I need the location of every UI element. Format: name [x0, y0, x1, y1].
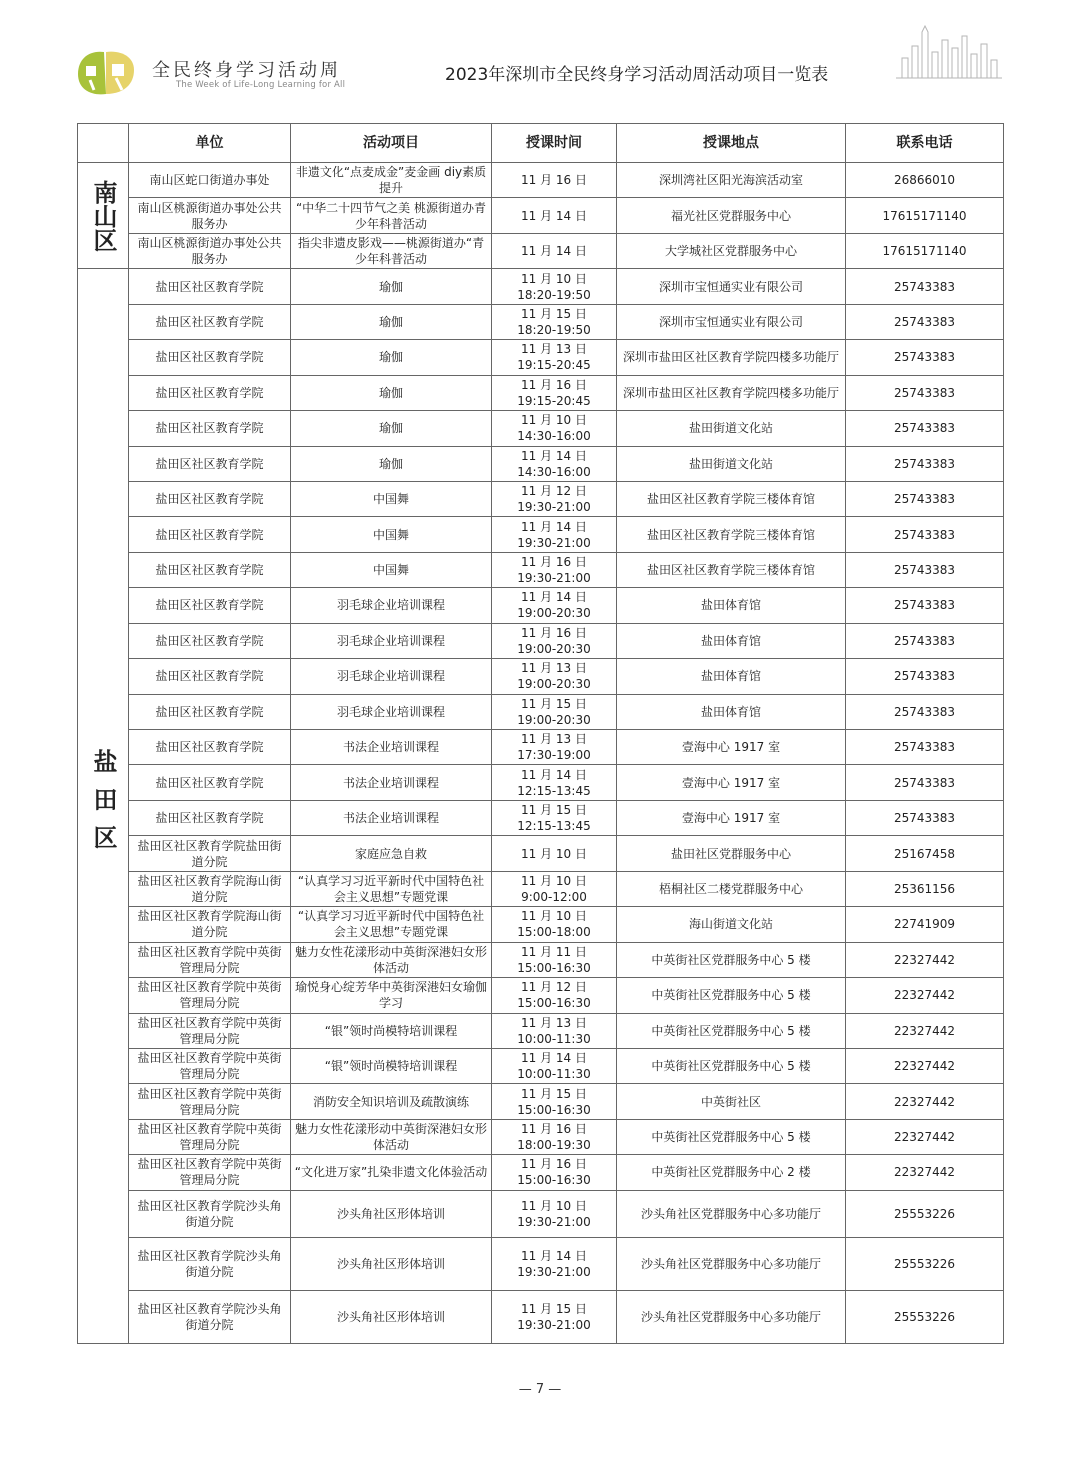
cell-unit: 盐田区社区教育学院中英街管理局分院: [129, 978, 291, 1013]
cell-time: 11 月 10 日 18:20-19:50: [492, 269, 617, 304]
cell-location: 福光社区党群服务中心: [617, 198, 846, 233]
cell-phone: 25743383: [846, 340, 1004, 375]
cell-time: 11 月 16 日 15:00-16:30: [492, 1155, 617, 1190]
cell-time: 11 月 14 日 19:30-21:00: [492, 1237, 617, 1290]
table-row: [78, 1048, 1004, 1083]
cell-time: 11 月 15 日 18:20-19:50: [492, 304, 617, 339]
cell-unit: 盐田区社区教育学院中英街管理局分院: [129, 1084, 291, 1119]
cell-unit: 盐田区社区教育学院海山街道分院: [129, 871, 291, 906]
table-row: [78, 1013, 1004, 1048]
table-row: [78, 623, 1004, 658]
cell-unit: 盐田区社区教育学院: [129, 375, 291, 410]
cell-time: 11 月 14 日 10:00-11:30: [492, 1048, 617, 1083]
cell-phone: 25743383: [846, 481, 1004, 516]
cell-activity: 瑜悦身心绽芳华中英街深港妇女瑜伽学习: [291, 978, 492, 1013]
cell-time: 11 月 13 日 17:30-19:00: [492, 730, 617, 765]
cell-time: 11 月 16 日 19:00-20:30: [492, 623, 617, 658]
cell-activity: 沙头角社区形体培训: [291, 1190, 492, 1237]
city-skyline-icon: [894, 22, 1004, 80]
cell-time: 11 月 15 日 12:15-13:45: [492, 800, 617, 835]
table-row: [78, 1190, 1004, 1237]
cell-unit: 盐田区社区教育学院: [129, 694, 291, 729]
cell-location: 盐田区社区教育学院三楼体育馆: [617, 481, 846, 516]
cell-time: 11 月 16 日 19:15-20:45: [492, 375, 617, 410]
cell-phone: 25743383: [846, 411, 1004, 446]
cell-unit: 盐田区社区教育学院: [129, 659, 291, 694]
cell-activity: 指尖非遗皮影戏——桃源街道办“青少年科普活动: [291, 233, 492, 268]
cell-time: 11 月 12 日 19:30-21:00: [492, 481, 617, 516]
cell-location: 盐田社区党群服务中心: [617, 836, 846, 871]
table-row: [78, 481, 1004, 516]
cell-time: 11 月 14 日 14:30-16:00: [492, 446, 617, 481]
cell-activity: 羽毛球企业培训课程: [291, 659, 492, 694]
cell-activity: 瑜伽: [291, 411, 492, 446]
table-row: [78, 871, 1004, 906]
cell-phone: 25743383: [846, 800, 1004, 835]
cell-activity: 羽毛球企业培训课程: [291, 694, 492, 729]
cell-activity: 中国舞: [291, 481, 492, 516]
cell-time: 11 月 10 日 14:30-16:00: [492, 411, 617, 446]
cell-location: 盐田区社区教育学院三楼体育馆: [617, 552, 846, 587]
cell-unit: 盐田区社区教育学院海山街道分院: [129, 907, 291, 942]
cell-location: 壹海中心 1917 室: [617, 800, 846, 835]
cell-location: 沙头角社区党群服务中心多功能厅: [617, 1190, 846, 1237]
cell-activity: 羽毛球企业培训课程: [291, 623, 492, 658]
page-header: [0, 0, 1080, 110]
cell-location: 盐田街道文化站: [617, 446, 846, 481]
cell-phone: 25743383: [846, 659, 1004, 694]
cell-phone: 25743383: [846, 730, 1004, 765]
cell-location: 盐田体育馆: [617, 659, 846, 694]
table-header-row: [78, 124, 1004, 163]
cell-activity: 书法企业培训课程: [291, 800, 492, 835]
cell-phone: 22327442: [846, 942, 1004, 977]
table-row: [78, 446, 1004, 481]
column-header-phone: 联系电话: [846, 124, 1004, 163]
table-row: [78, 694, 1004, 729]
cell-time: 11 月 11 日 15:00-16:30: [492, 942, 617, 977]
district-label: 南山区: [78, 163, 129, 269]
table-row: [78, 1290, 1004, 1343]
cell-phone: 17615171140: [846, 198, 1004, 233]
cell-phone: 26866010: [846, 163, 1004, 198]
table-row: [78, 411, 1004, 446]
cell-activity: 中国舞: [291, 517, 492, 552]
cell-location: 中英街社区党群服务中心 2 楼: [617, 1155, 846, 1190]
cell-unit: 盐田区社区教育学院沙头角街道分院: [129, 1190, 291, 1237]
cell-unit: 盐田区社区教育学院沙头角街道分院: [129, 1237, 291, 1290]
cell-unit: 盐田区社区教育学院中英街管理局分院: [129, 942, 291, 977]
cell-location: 中英街社区党群服务中心 5 楼: [617, 1013, 846, 1048]
cell-activity: “银”领时尚模特培训课程: [291, 1013, 492, 1048]
cell-location: 沙头角社区党群服务中心多功能厅: [617, 1290, 846, 1343]
cell-time: 11 月 14 日 12:15-13:45: [492, 765, 617, 800]
cell-time: 11 月 16 日: [492, 163, 617, 198]
cell-unit: 南山区桃源街道办事处公共服务办: [129, 233, 291, 268]
cell-unit: 盐田区社区教育学院: [129, 304, 291, 339]
cell-unit: 盐田区社区教育学院中英街管理局分院: [129, 1048, 291, 1083]
table-row: [78, 552, 1004, 587]
cell-phone: 22327442: [846, 978, 1004, 1013]
cell-phone: 22327442: [846, 1084, 1004, 1119]
table-row: [78, 836, 1004, 871]
lifelong-learning-logo-icon: [76, 48, 138, 100]
brand-chinese-name: 全民终身学习活动周: [152, 60, 341, 81]
cell-location: 中英街社区党群服务中心 5 楼: [617, 942, 846, 977]
cell-activity: 魅力女性花漾形动中英街深港妇女形体活动: [291, 942, 492, 977]
cell-activity: 瑜伽: [291, 375, 492, 410]
cell-unit: 盐田区社区教育学院: [129, 623, 291, 658]
cell-phone: 25553226: [846, 1237, 1004, 1290]
cell-time: 11 月 14 日: [492, 198, 617, 233]
cell-unit: 盐田区社区教育学院中英街管理局分院: [129, 1119, 291, 1154]
cell-location: 盐田体育馆: [617, 623, 846, 658]
table-row: [78, 269, 1004, 304]
cell-activity: 消防安全知识培训及疏散演练: [291, 1084, 492, 1119]
cell-location: 大学城社区党群服务中心: [617, 233, 846, 268]
cell-phone: 25743383: [846, 446, 1004, 481]
table-row: [78, 659, 1004, 694]
document-title: 2023年深圳市全民终身学习活动周活动项目一览表: [445, 65, 829, 85]
cell-phone: 25553226: [846, 1190, 1004, 1237]
cell-phone: 25743383: [846, 375, 1004, 410]
cell-unit: 南山区蛇口街道办事处: [129, 163, 291, 198]
cell-phone: 25743383: [846, 694, 1004, 729]
cell-phone: 25743383: [846, 304, 1004, 339]
cell-activity: 中国舞: [291, 552, 492, 587]
cell-phone: 22327442: [846, 1155, 1004, 1190]
cell-activity: 魅力女性花漾形动中英街深港妇女形体活动: [291, 1119, 492, 1154]
cell-phone: 25743383: [846, 517, 1004, 552]
cell-location: 中英街社区党群服务中心 5 楼: [617, 1119, 846, 1154]
cell-time: 11 月 16 日 18:00-19:30: [492, 1119, 617, 1154]
table-row: [78, 1119, 1004, 1154]
cell-unit: 盐田区社区教育学院: [129, 730, 291, 765]
cell-activity: 瑜伽: [291, 269, 492, 304]
cell-unit: 盐田区社区教育学院: [129, 765, 291, 800]
cell-location: 深圳市宝恒通实业有限公司: [617, 269, 846, 304]
cell-time: 11 月 10 日: [492, 836, 617, 871]
table-row: [78, 304, 1004, 339]
cell-phone: 25743383: [846, 588, 1004, 623]
cell-unit: 盐田区社区教育学院: [129, 481, 291, 516]
cell-time: 11 月 13 日 19:15-20:45: [492, 340, 617, 375]
table-row: [78, 907, 1004, 942]
cell-activity: 家庭应急自救: [291, 836, 492, 871]
cell-location: 沙头角社区党群服务中心多功能厅: [617, 1237, 846, 1290]
table-row: [78, 517, 1004, 552]
cell-phone: 25167458: [846, 836, 1004, 871]
cell-activity: 沙头角社区形体培训: [291, 1237, 492, 1290]
district-header-cell: [78, 124, 129, 163]
cell-unit: 盐田区社区教育学院中英街管理局分院: [129, 1155, 291, 1190]
cell-unit: 盐田区社区教育学院: [129, 517, 291, 552]
cell-location: 盐田体育馆: [617, 588, 846, 623]
column-header-unit: 单位: [129, 124, 291, 163]
table-row: [78, 730, 1004, 765]
cell-phone: 25743383: [846, 765, 1004, 800]
cell-time: 11 月 10 日 9:00-12:00: [492, 871, 617, 906]
cell-unit: 盐田区社区教育学院: [129, 446, 291, 481]
cell-activity: 瑜伽: [291, 340, 492, 375]
cell-phone: 25553226: [846, 1290, 1004, 1343]
cell-time: 11 月 13 日 19:00-20:30: [492, 659, 617, 694]
cell-location: 海山街道文化站: [617, 907, 846, 942]
cell-location: 深圳市盐田区社区教育学院四楼多功能厅: [617, 375, 846, 410]
cell-location: 壹海中心 1917 室: [617, 730, 846, 765]
cell-unit: 盐田区社区教育学院: [129, 588, 291, 623]
cell-location: 壹海中心 1917 室: [617, 765, 846, 800]
cell-time: 11 月 15 日 15:00-16:30: [492, 1084, 617, 1119]
cell-location: 盐田体育馆: [617, 694, 846, 729]
cell-location: 中英街社区党群服务中心 5 楼: [617, 1048, 846, 1083]
cell-location: 中英街社区党群服务中心 5 楼: [617, 978, 846, 1013]
cell-phone: 17615171140: [846, 233, 1004, 268]
cell-activity: 书法企业培训课程: [291, 730, 492, 765]
cell-location: 深圳湾社区阳光海滨活动室: [617, 163, 846, 198]
cell-phone: 22741909: [846, 907, 1004, 942]
district-label: 盐田区: [78, 269, 129, 1343]
cell-activity: “银”领时尚模特培训课程: [291, 1048, 492, 1083]
cell-phone: 22327442: [846, 1048, 1004, 1083]
cell-location: 盐田街道文化站: [617, 411, 846, 446]
table-row: [78, 1237, 1004, 1290]
cell-time: 11 月 10 日 15:00-18:00: [492, 907, 617, 942]
table-row: [78, 163, 1004, 198]
table-row: [78, 375, 1004, 410]
cell-unit: 盐田区社区教育学院: [129, 269, 291, 304]
table-row: [78, 340, 1004, 375]
cell-time: 11 月 15 日 19:00-20:30: [492, 694, 617, 729]
table-row: [78, 800, 1004, 835]
cell-activity: 瑜伽: [291, 304, 492, 339]
cell-unit: 盐田区社区教育学院: [129, 800, 291, 835]
cell-time: 11 月 14 日: [492, 233, 617, 268]
cell-time: 11 月 14 日 19:30-21:00: [492, 517, 617, 552]
cell-time: 11 月 13 日 10:00-11:30: [492, 1013, 617, 1048]
table-row: [78, 1155, 1004, 1190]
table-row: [78, 588, 1004, 623]
column-header-time: 授课时间: [492, 124, 617, 163]
cell-location: 梧桐社区二楼党群服务中心: [617, 871, 846, 906]
column-header-activity: 活动项目: [291, 124, 492, 163]
cell-activity: “文化进万家”扎染非遗文化体验活动: [291, 1155, 492, 1190]
cell-activity: 瑜伽: [291, 446, 492, 481]
column-header-location: 授课地点: [617, 124, 846, 163]
cell-unit: 盐田区社区教育学院沙头角街道分院: [129, 1290, 291, 1343]
table-row: [78, 198, 1004, 233]
cell-activity: 书法企业培训课程: [291, 765, 492, 800]
table-row: [78, 233, 1004, 268]
brand-english-name: The Week of Life-Long Learning for All: [176, 80, 346, 90]
cell-phone: 25743383: [846, 623, 1004, 658]
cell-location: 盐田区社区教育学院三楼体育馆: [617, 517, 846, 552]
cell-unit: 盐田区社区教育学院中英街管理局分院: [129, 1013, 291, 1048]
cell-phone: 25743383: [846, 269, 1004, 304]
cell-time: 11 月 12 日 15:00-16:30: [492, 978, 617, 1013]
cell-unit: 盐田区社区教育学院盐田街道分院: [129, 836, 291, 871]
cell-time: 11 月 10 日 19:30-21:00: [492, 1190, 617, 1237]
cell-unit: 盐田区社区教育学院: [129, 340, 291, 375]
cell-activity: 非遗文化“点麦成金”麦金画 diy素质提升: [291, 163, 492, 198]
cell-phone: 25743383: [846, 552, 1004, 587]
cell-phone: 22327442: [846, 1013, 1004, 1048]
cell-unit: 南山区桃源街道办事处公共服务办: [129, 198, 291, 233]
cell-phone: 22327442: [846, 1119, 1004, 1154]
table-row: [78, 978, 1004, 1013]
cell-unit: 盐田区社区教育学院: [129, 411, 291, 446]
table-row: [78, 1084, 1004, 1119]
page-number: — 7 —: [518, 1382, 562, 1397]
cell-activity: “中华二十四节气之美 桃源街道办青少年科普活动: [291, 198, 492, 233]
activity-schedule-table: [77, 123, 1004, 1344]
cell-time: 11 月 15 日 19:30-21:00: [492, 1290, 617, 1343]
cell-location: 深圳市宝恒通实业有限公司: [617, 304, 846, 339]
table-row: [78, 942, 1004, 977]
cell-phone: 25361156: [846, 871, 1004, 906]
cell-activity: “认真学习习近平新时代中国特色社会主义思想”专题党课: [291, 871, 492, 906]
cell-activity: “认真学习习近平新时代中国特色社会主义思想”专题党课: [291, 907, 492, 942]
table-row: [78, 765, 1004, 800]
cell-unit: 盐田区社区教育学院: [129, 552, 291, 587]
cell-time: 11 月 16 日 19:30-21:00: [492, 552, 617, 587]
cell-location: 中英街社区: [617, 1084, 846, 1119]
cell-time: 11 月 14 日 19:00-20:30: [492, 588, 617, 623]
cell-activity: 羽毛球企业培训课程: [291, 588, 492, 623]
cell-activity: 沙头角社区形体培训: [291, 1290, 492, 1343]
cell-location: 深圳市盐田区社区教育学院四楼多功能厅: [617, 340, 846, 375]
